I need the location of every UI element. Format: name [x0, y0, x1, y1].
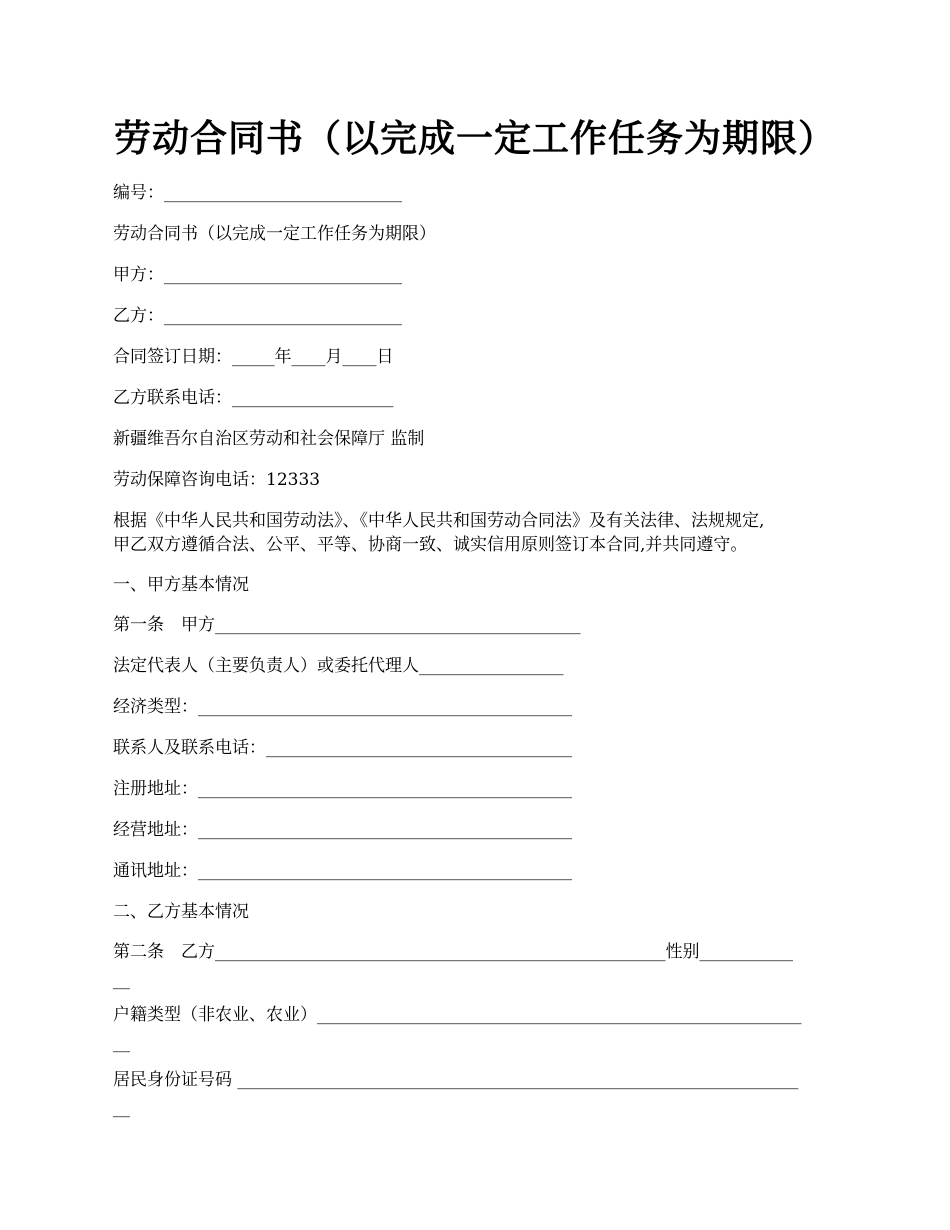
- party-b-phone-field: 乙方联系电话：___________________: [113, 388, 394, 408]
- household-type-line-1: 户籍类型（非农业、农业）_________________________________________________________: [113, 1005, 802, 1025]
- article-2-party-b-line-2: __: [113, 970, 130, 990]
- preamble-paragraph: [113, 509, 853, 557]
- sign-date-field: 合同签订日期：_____年____月____日: [113, 347, 394, 367]
- supervisor-line: 新疆维吾尔自治区劳动和社会保障厅 监制: [113, 429, 425, 449]
- party-a-field: 甲方：____________________________: [113, 265, 402, 285]
- business-address-field: 经营地址：____________________________________________: [113, 820, 572, 840]
- id-number-line-2: __: [113, 1098, 130, 1118]
- contact-field: 联系人及联系电话：____________________________________: [113, 738, 572, 758]
- economic-type-field: 经济类型：____________________________________________: [113, 697, 572, 717]
- household-type-line-2: __: [113, 1033, 130, 1053]
- party-b-field: 乙方：____________________________: [113, 306, 402, 326]
- hotline-line: 劳动保障咨询电话：12333: [113, 470, 321, 490]
- section-2-heading: 二、乙方基本情况: [113, 902, 249, 922]
- document-title: 劳动合同书（以完成一定工作任务为期限）: [114, 116, 836, 160]
- section-1-heading: 一、甲方基本情况: [113, 575, 249, 595]
- mailing-address-field: 通讯地址：____________________________________________: [113, 861, 572, 881]
- article-1-party-a: 第一条 甲方___________________________________________: [113, 615, 581, 635]
- contract-number-field: 编号：____________________________: [113, 183, 402, 203]
- article-2-party-b-line-1: 第二条 乙方_____________________________________________________性别___________: [113, 942, 793, 962]
- preamble-line-1: 根据《中华人民共和国劳动法》、《中华人民共和国劳动合同法》及有关法律、法规规定,: [113, 511, 765, 531]
- contract-subtitle: 劳动合同书（以完成一定工作任务为期限）: [113, 224, 436, 244]
- preamble-line-2: 甲乙双方遵循合法、公平、平等、协商一致、诚实信用原则签订本合同,并共同遵守。: [113, 535, 748, 555]
- id-number-line-1: 居民身份证号码 __________________________________________________________________: [113, 1070, 799, 1090]
- legal-representative-field: 法定代表人（主要负责人）或委托代理人_________________: [113, 656, 564, 676]
- registered-address-field: 注册地址：____________________________________________: [113, 779, 572, 799]
